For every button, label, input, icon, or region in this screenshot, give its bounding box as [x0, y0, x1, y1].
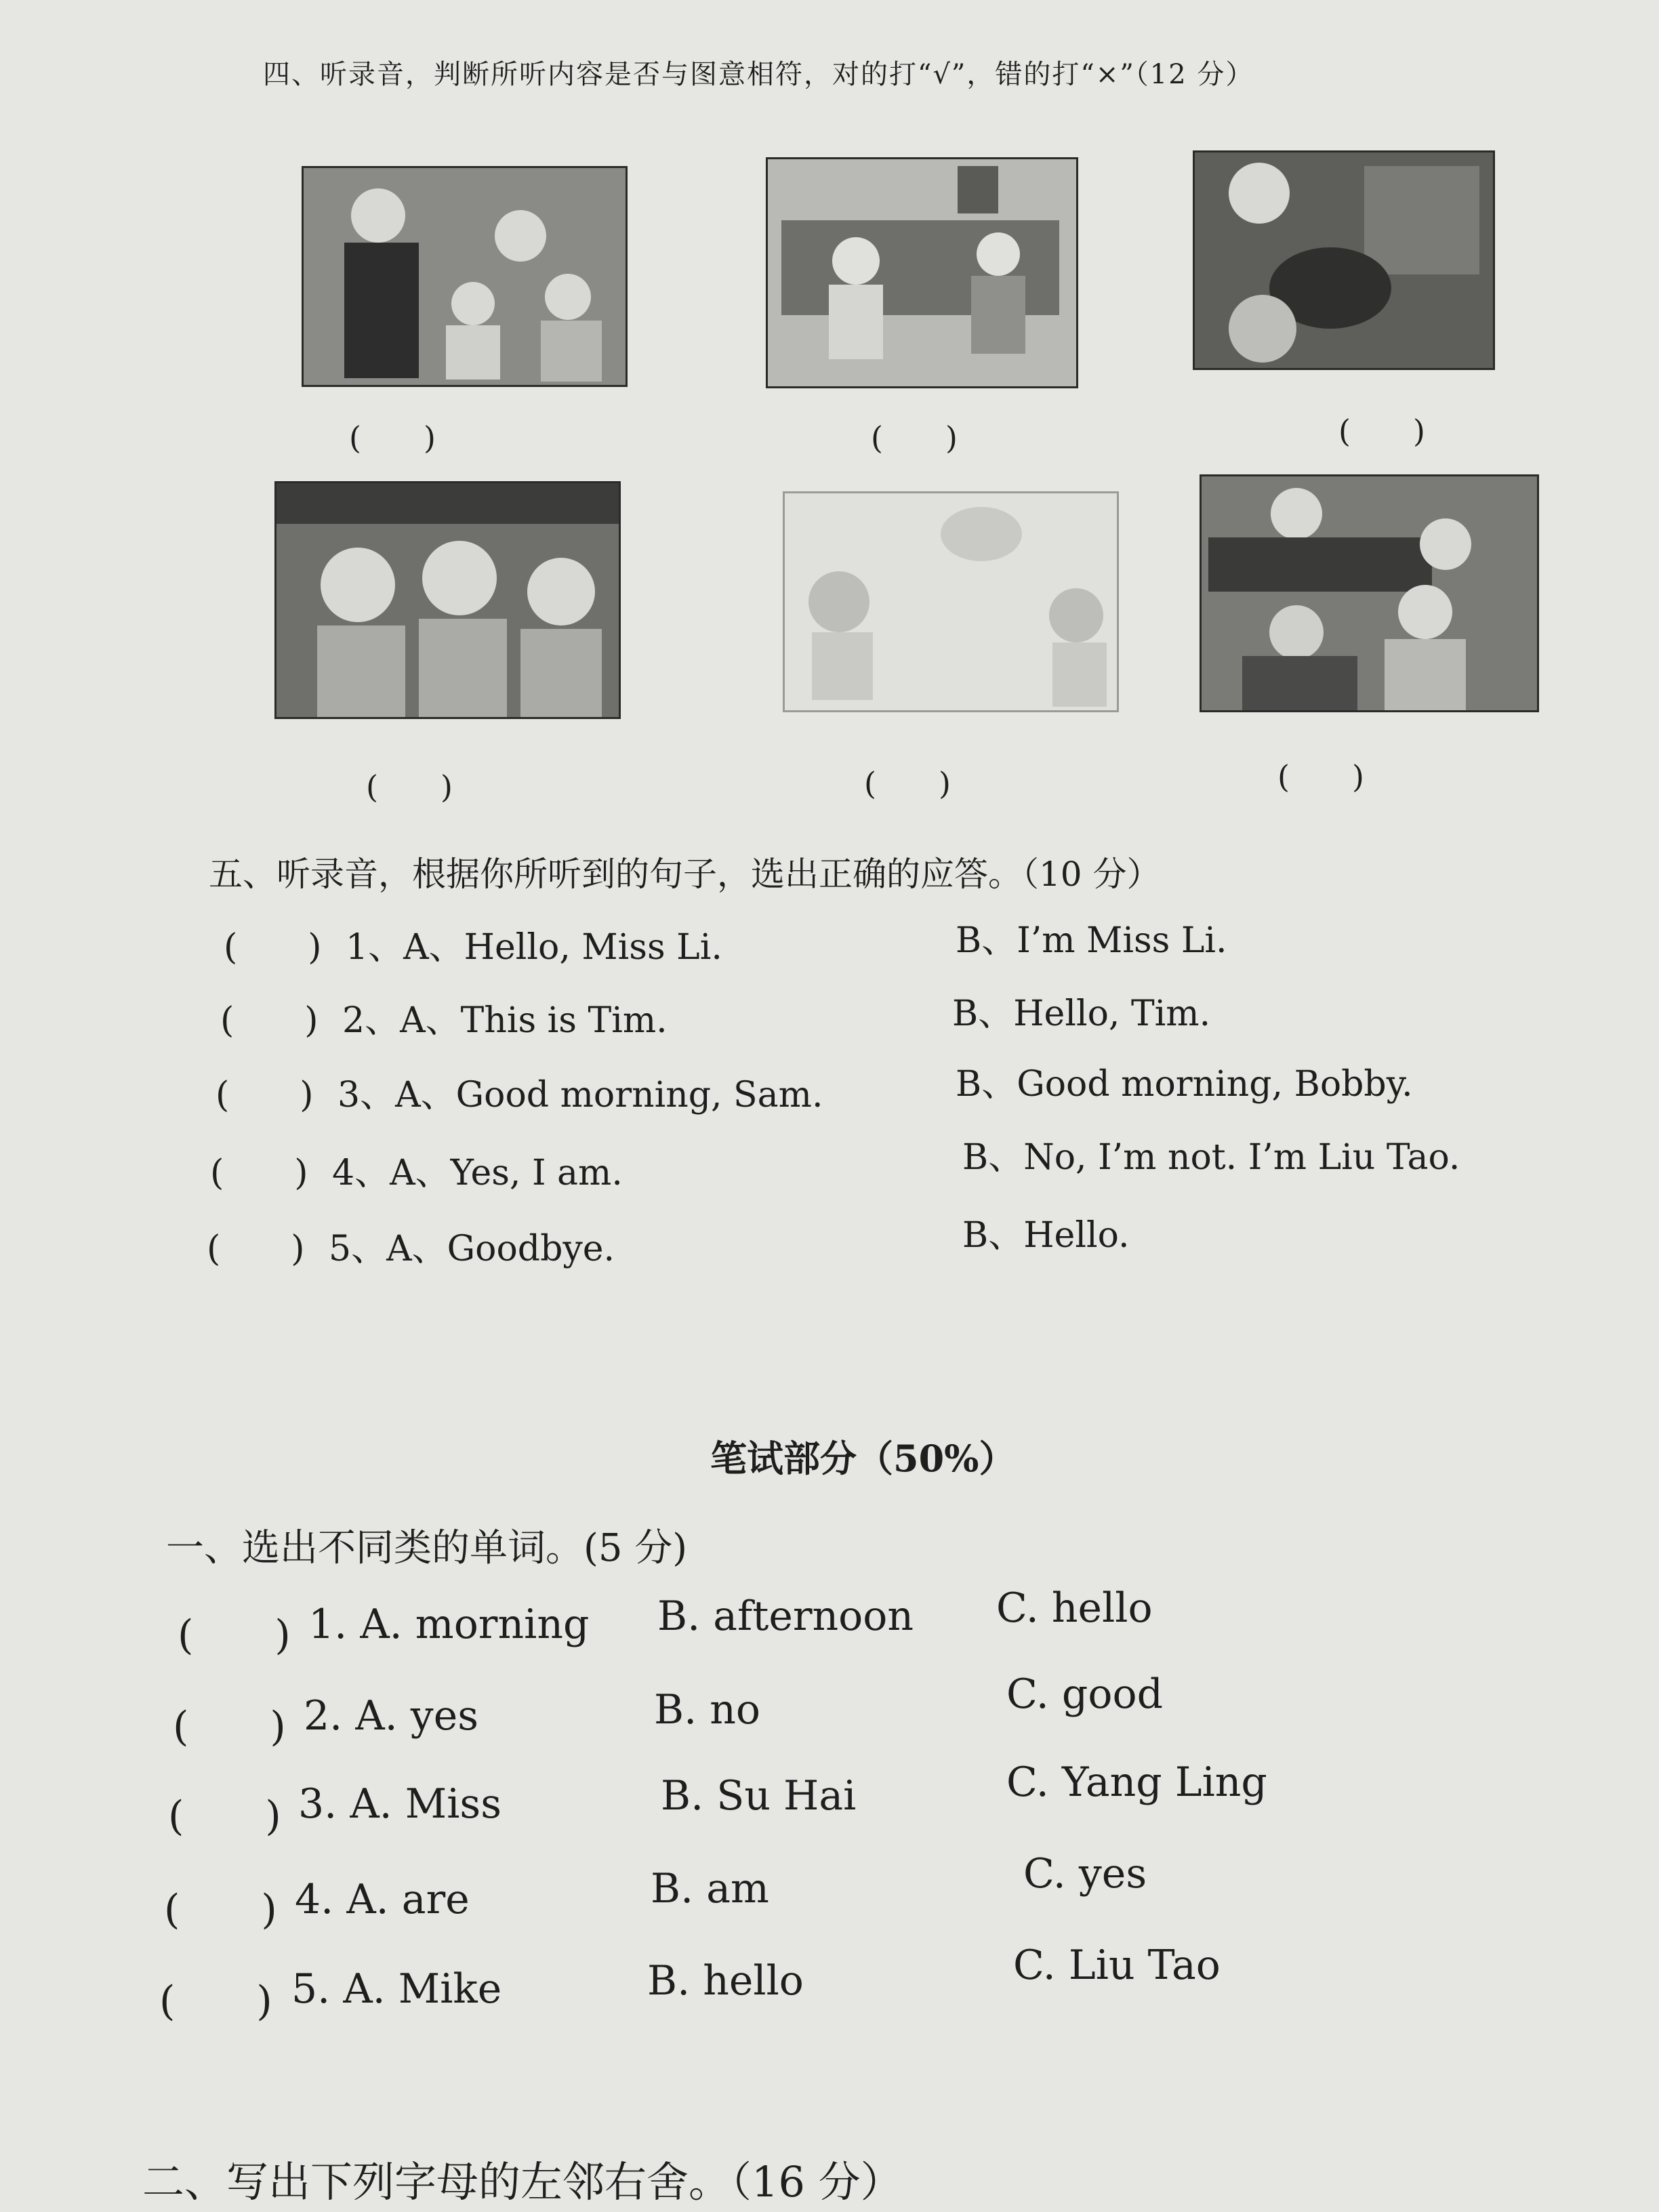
option-a: A、Good morning, Sam.	[395, 1075, 823, 1115]
s5-item-3	[216, 1066, 823, 1117]
picture-1	[302, 166, 628, 387]
w-item-1-option-a: 1. A. morning	[308, 1601, 590, 1648]
answer-paren[interactable]: ( )	[207, 1229, 305, 1269]
w-item-5-paren[interactable]: ( )	[159, 1978, 272, 2025]
answer-paren-pic-2[interactable]: ( )	[871, 419, 958, 456]
w-item-3-option-c: C. Yang Ling	[1006, 1759, 1267, 1806]
item-number: 5、	[329, 1229, 387, 1269]
item-number: 1、	[346, 927, 404, 968]
written-part-2-title: 二、写出下列字母的左邻右舍。（16 分）	[142, 2157, 903, 2207]
item-number: 3、	[337, 1075, 396, 1115]
written-part-1-title: 一、选出不同类的单词。(5 分)	[166, 1526, 688, 1570]
picture-2	[766, 157, 1078, 388]
w-item-3-option-a: 3. A. Miss	[298, 1780, 501, 1828]
option-a: A、Yes, I am.	[390, 1153, 623, 1193]
answer-paren-pic-5[interactable]: ( )	[864, 765, 951, 802]
s5-item-5	[207, 1220, 615, 1271]
w-item-1-option-c: C. hello	[996, 1584, 1153, 1632]
w-item-2-option-a: 2. A. yes	[304, 1692, 478, 1740]
w-item-2-option-b: B. no	[654, 1686, 761, 1734]
s5-item-3-option-b: B、Good morning, Bobby.	[956, 1064, 1413, 1105]
w-item-1-option-b: B. afternoon	[657, 1593, 914, 1640]
s5-item-1-option-b: B、I’m Miss Li.	[956, 920, 1227, 961]
w-item-4-option-c: C. yes	[1023, 1850, 1147, 1898]
answer-paren[interactable]: ( )	[216, 1075, 314, 1115]
answer-paren-pic-1[interactable]: ( )	[349, 419, 436, 456]
s5-item-5-option-b: B、Hello.	[962, 1215, 1130, 1256]
option-a: A、Goodbye.	[386, 1229, 615, 1269]
item-number: 2、	[342, 1000, 401, 1041]
answer-paren-pic-4[interactable]: ( )	[366, 769, 453, 805]
answer-paren[interactable]: ( )	[224, 927, 322, 968]
w-item-4-paren[interactable]: ( )	[164, 1886, 277, 1933]
w-item-5-option-a: 5. A. Mike	[291, 1965, 502, 2013]
item-number: 4、	[332, 1153, 390, 1193]
s5-item-4-option-b: B、No, I’m not. I’m Liu Tao.	[962, 1137, 1460, 1178]
w-item-2-paren[interactable]: ( )	[173, 1703, 286, 1750]
section-5-title: 五、听录音，根据你所听到的句子，选出正确的应答。（10 分）	[209, 855, 1161, 894]
s5-item-2	[220, 991, 668, 1042]
written-part-heading: 笔试部分（50%）	[710, 1437, 1016, 1480]
picture-5	[783, 491, 1119, 712]
option-a: A、Hello, Miss Li.	[403, 927, 722, 968]
s5-item-4	[210, 1144, 623, 1195]
w-item-1-paren[interactable]: ( )	[178, 1612, 291, 1659]
answer-paren-pic-3[interactable]: ( )	[1338, 413, 1425, 449]
answer-paren[interactable]: ( )	[220, 1000, 319, 1041]
section-4-title: 四、听录音，判断所听内容是否与图意相符，对的打“√”，错的打“×”（12 分）	[263, 59, 1254, 90]
w-item-5-option-c: C. Liu Tao	[1013, 1942, 1221, 1989]
picture-3	[1193, 150, 1495, 370]
s5-item-2-option-b: B、Hello, Tim.	[952, 994, 1211, 1034]
picture-4	[274, 481, 621, 719]
answer-paren[interactable]: ( )	[210, 1153, 308, 1193]
w-item-3-option-b: B. Su Hai	[661, 1772, 857, 1820]
s5-item-1	[224, 918, 722, 969]
w-item-4-option-a: 4. A. are	[295, 1876, 470, 1923]
w-item-4-option-b: B. am	[651, 1865, 769, 1912]
w-item-3-paren[interactable]: ( )	[168, 1793, 281, 1840]
option-a: A、This is Tim.	[400, 1000, 668, 1041]
picture-6	[1200, 474, 1539, 712]
w-item-2-option-c: C. good	[1006, 1671, 1163, 1718]
w-item-5-option-b: B. hello	[647, 1957, 804, 2005]
answer-paren-pic-6[interactable]: ( )	[1277, 758, 1364, 795]
